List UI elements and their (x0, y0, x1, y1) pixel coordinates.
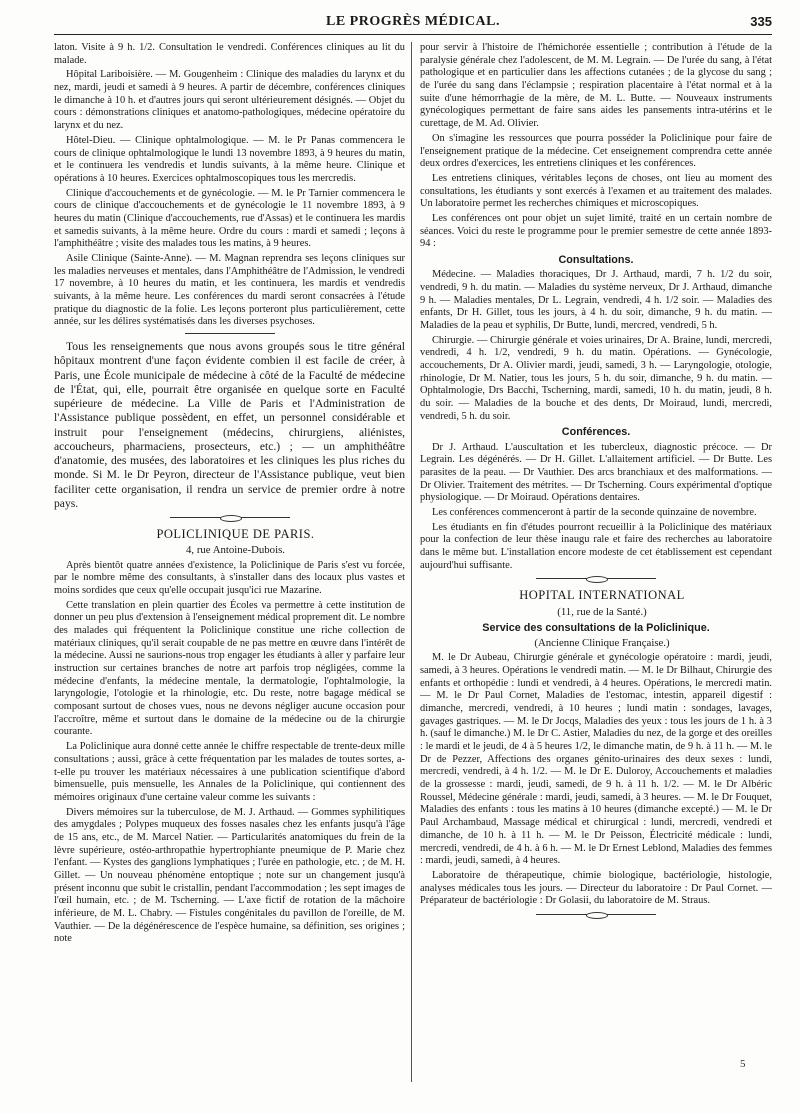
left-column (54, 42, 405, 1102)
ornament-divider (536, 912, 656, 918)
paragraph: Après bientôt quatre années d'existence, la Policlinique de Paris s'est vu forcée, par le nombre même des consultants, à s'installer dans des locaux plus vastes et moins sordides que ceux qu'elle occupait jusqu'ici rue Mazarine. (54, 559, 405, 596)
journal-title: LE PROGRÈS MÉDICAL. (325, 14, 501, 29)
paragraph: Les entretiens cliniques, véritables leçons de choses, ont lieu au moment des consultations, les étudiants y sont exercés à l'examen et au traitement des malades. Un laboratoire permet les recherches chimiques et microscopiques. (420, 172, 772, 210)
section-heading: Conférences. (561, 426, 631, 439)
paragraph: Clinique d'accouchements et de gynécologie. — M. le Pr Tarnier commencera le cours de clinique d'accouchements et de gynécologie le 11 novembre 1893, à 9 heures du matin (Clinique d'accouchements, rue d'Assas) et le continuera les mardis et samedis suivants, à la même heure. Ordre du cours : mardi et samedi ; leçons à l'amphithéâtre ; visite des malades tous les matins, à 9 heures. (54, 187, 405, 250)
right-column (420, 42, 772, 1102)
ornament-divider (536, 576, 656, 582)
section-title: HOPITAL INTERNATIONAL (519, 588, 685, 603)
paragraph: Chirurgie. — Chirurgie générale et voies urinaires, Dr A. Braine, lundi, mercredi, vendredi, 4 h. 1/2, vendredi, 9 h. du matin. Opérations. — Gynécologie, accouchements, Dr A. Olivier mardi, jeudi, samedi, 3 h. — Laryngologie, otologie, rhinologie, Dr M. Natier, tous les jours, 5 h. du soir, dimanche, 9 h. du matin. — Ophtalmologie, Drs Bacchi, Tscherning, mardi, samedi, 10 h. du matin, jeudi, 8 h. du soir. — Maladies de la bouche et des dents, Dr Moiraud, lundi, mercredi, vendredi, 5 h. du soir. (420, 334, 772, 422)
page-header (54, 8, 772, 35)
section-heading: Consultations. (558, 254, 634, 266)
paragraph: Les conférences commenceront à partir de la seconde quinzaine de novembre. (432, 507, 757, 519)
section-heading: Service des consultations de la Policlinique. (482, 621, 710, 634)
paragraph: On s'imagine les ressources que pourra posséder la Policlinique pour faire de l'enseignement pratique de la médecine. Cet enseignement comprendra cette année deux ordres d'exercices, les entretiens cliniques et les conférences. (420, 132, 772, 170)
paragraph: Les conférences ont pour objet un sujet limité, traité en un certain nombre de séances. Voici du reste le programme pour le premier semestre de cette année 1893-94 : (420, 212, 772, 250)
paragraph: Les étudiants en fin d'études pourront recueillir à la Policlinique des matériaux pour la confection de leur thèse inaugu rale et faire des recherches au laboratoire dans le même but. L'installation encore modeste de cet établissement est cependant aujourd'hui suffisante. (420, 521, 772, 571)
ornament-divider (170, 515, 290, 521)
paragraph: Cette translation en plein quartier des Écoles va permettre à cette institution de donner un peu plus d'extension à l'enseignement médical proprement dit. Le nombre des malades qui fréquentent la Policlinique constitue une riche collection de matériaux cliniques, qu'il serait coupable de ne pas mettre en œuvre dans l'intérêt de la médecine. Aussi ne saurions-nous trop engager les étudiants à aller y parfaire leur instruction sur certaines branches de notre art parfois trop négligées, comme la médecine d'enfants, la médecine mentale, la dermatologie, l'ophtalmologie, la laryngologie, l'otologie et la rhinologie, etc. Du reste, notre bagage médical se composant surtout de choses vues, nous ne devons négliger aucune occasion pour l'accroître, même et surtout dans le domaine de la médecine ou de la chirurgie courante. (54, 599, 405, 738)
section-address: 4, rue Antoine-Dubois. (186, 544, 285, 557)
editorial-paragraph: Tous les renseignements que nous avons groupés sous le titre général hôpitaux montrent d'une façon évidente combien il est facile de créer, à Paris, une École municipale de médecine à côté de la Faculté de médecine de l'État, qui, elle, pourrait être organisée en quelque sorte en Faculté supérieure de médecine. La Ville de Paris et l'Administration de l'Assistance publique possèdent, en effet, un personnel considérable et instruit pour l'enseignement (médecins, chirurgiens, aliénistes, accoucheurs, pharmaciens, prosecteurs, etc.) ; — un amphithéâtre d'anatomie, des musées, des laboratoires et les cliniques les plus riches du monde. Si M. le Dr Peyron, directeur de l'Assistance publique, veut bien faciliter cette organisation, il rendra un service de premier ordre à notre pays. (54, 340, 405, 510)
section-address: (11, rue de la Santé.) (557, 605, 647, 618)
page-number: 335 (750, 14, 772, 29)
paragraph: Laboratoire de thérapeutique, chimie biologique, bactériologie, histologie, analyses médicales tous les jours. — Directeur du laboratoire : Dr Paul Cornet. — Préparateur de bactériologie : Dr Golasii, du laboratoire de M. Straus. (420, 869, 772, 907)
section-subtitle: (Ancienne Clinique Française.) (534, 637, 670, 650)
paragraph: Dr J. Arthaud. L'auscultation et les tubercleux, diagnostic précoce. — Dr Legrain. Les dégénérés. — Dr H. Gillet. L'allaitement artificiel. — Dr Butte. Les parasites de la peau. — Dr Vauthier. Des arcs branchiaux et des malformations. — Dr Olivier. Traitement des métrites. — Dr Tscherning. Cours expérimental d'optique physiologique. — Dr Moiraud. Opérations dentaires. (420, 441, 772, 504)
paragraph: Hôtel-Dieu. — Clinique ophtalmologique. — M. le Pr Panas commencera le cours de clinique ophtalmologique le lundi 13 novembre 1893, à 9 heures du matin, et le continuera les vendredis et lundis suivants, à la même heure. Clinique et opérations à 10 heures. Exercices ophtalmoscopiques tous les mercredis. (54, 134, 405, 184)
paragraph: Médecine. — Maladies thoraciques, Dr J. Arthaud, mardi, 7 h. 1/2 du soir, vendredi, 9 h. du matin. — Maladies du système nerveux, Dr J. Arthaud, dimanche 9 h. — Maladies mentales, Dr L. Legrain, vendredi, 4 h. 1/2 soir. — Maladies des enfants, Dr H. Gillet, tous les jours, à 4 h. du soir, dimanche, 9 h. du matin. — Maladies de la peau et syphilis, Dr Butte, lundi, mercred, vendredi, 5 h. (420, 269, 772, 331)
paragraph: M. le Dr Aubeau, Chirurgie générale et gynécologie opératoire : mardi, jeudi, samedi, à 3 heures. Opérations le vendredi matin. — M. le Dr Bilhaut, Chirurgie des enfants et orthopédie : lundi et vendredi, à 4 heures. Opérations, le mercredi matin. — M. le Dr Paul Cornet, Maladies de l'estomac, intestin, appareil digestif : dimanche, mercredi, vendredi, à 10 heures ; lundi matin : sondages, lavages, gavages gastriques. — M. le Dr Jocqs, Maladies des yeux : tous les jours de 1 h. à 3 h. (sauf le dimanche.) M. le Dr C. Astier, Maladies du nez, de la gorge et des oreilles : le mardi et le jeudi, de 4 à 5 heures 1/2, le dimanche matin, de 9 h. à 11 h. — M. le Dr de Pezzer, Affections des organes génito-urinaires des deux sexes : lundi, mercredi, vendredi, à 4 h. 1/2. — M. le Dr E. Duloroy, Accouchements et maladies de la grossesse : mardi, jeudi, samedi, de 9 h. à 11 h. 1/2. — M. le Dr Albéric Roussel, Médecine générale : mardi, jeudi, samedi, à 3 heures. — M. le Dr Fouquet, Maladies des enfants : tous les matins à 10 heures (dimanche excepté.) — M. le Dr Paul Archambaud, Massage médical et chirurgical : lundi, mercredi, vendredi et dimanche, de 10 h. à 11 h. — M. le Dr Peisson, Électricité médicale : lundi, mercredi, vendredi, de 4 h. à 6 h. — M. le Dr Ernest Leblond, Maladies des femmes : mardi, jeudi, samedi, à 4 heures. (420, 652, 772, 867)
paragraph: Hôpital Lariboisière. — M. Gougenheim : Clinique des maladies du larynx et du nez, mardi, jeudi et samedi à 9 heures. A partir de décembre, conférences cliniques le dimanche à 10 h. et d'autres jours qui seront ultérieurement désignés. — Objet du cours : démonstrations cliniques et anatomo-pathologiques, médecine opératoire du larynx et du nez. (54, 69, 405, 132)
paragraph: Divers mémoires sur la tuberculose, de M. J. Arthaud. — Gommes syphilitiques des amygdales ; Polypes muqueux des fosses nasales chez les enfants jusqu'à l'âge de 15 ans, etc., de M. Marcel Natier. — Particularités anatomiques du frein de la lèvre supérieure, ostéo-arthropathie hypertrophiante pneumique de P. Marie chez l'enfant. — Kystes des ganglions lymphatiques ; l'urée en pathologie, etc. ; de M. H. Gillet. — Un nouveau phénomène entoptique ; note sur un changement jusqu'à présent inconnu que subit le cristallin, pendant l'accommodation ; les sept images de l'œil humain, etc. ; de M. Tscherning. — L'axe fictif de rotation de la mâchoire inférieure, de M. L. Chabry. — Fistules congénitales du pavillon de l'oreille, de M. Vauthier. — De la dégénérescence de l'espèce humaine, sa définition, ses origines ; note (54, 806, 405, 945)
column-rule (411, 42, 412, 1082)
section-title: POLICLINIQUE DE PARIS. (156, 527, 315, 542)
paragraph: pour servir à l'histoire de l'hémichorée essentielle ; contribution à l'étude de la paralysie générale chez l'adolescent, de M. M. Legrain. — De l'urée du sang, à l'état pathologique et en particulier dans les affections cutanées ; de la glycose du sang ; de l'urée du sang dans l'éclampsie ; respiration placentaire à l'état normal et à la suite d'une hémorrhagie de la mère, de M. L. Butte. — Nouveaux instruments gynécologiques permettant de faire sans aides les pansements intra-utérins et le curettage, de M. Ad. Olivier. (420, 42, 772, 130)
footer-page-number: 5 (740, 1058, 746, 1070)
paragraph: La Policlinique aura donné cette année le chiffre respectable de trente-deux mille consultations ; aussi, grâce à cette fréquentation par les malades de toutes sortes, a-t-elle pu trouver les matériaux nécessaires à une publication scientifique d'abord bimensuelle, puis mensuelle, les Annales de la Policlinique, qui contiennent des mémoires originaux d'une certaine valeur comme les suivants : (54, 741, 405, 803)
paragraph: laton. Visite à 9 h. 1/2. Consultation le vendredi. Conférences cliniques au lit du malade. (54, 42, 405, 66)
divider (185, 333, 275, 334)
paragraph: Asile Clinique (Sainte-Anne). — M. Magnan reprendra ses leçons cliniques sur les maladies nerveuses et mentales, dans l'Amphithéâtre de l'Admission, le vendredi 17 novembre, à 10 heures du matin, et les continuera, les mardis et vendredis suivants, à la même heure. Les conférences du mardi seront consacrées à l'étude pratique du diagnostic de la folie. Les leçons porteront plus particulièrement, cette année, sur les délires systématisés dans les diverses psychoses. (54, 253, 405, 328)
